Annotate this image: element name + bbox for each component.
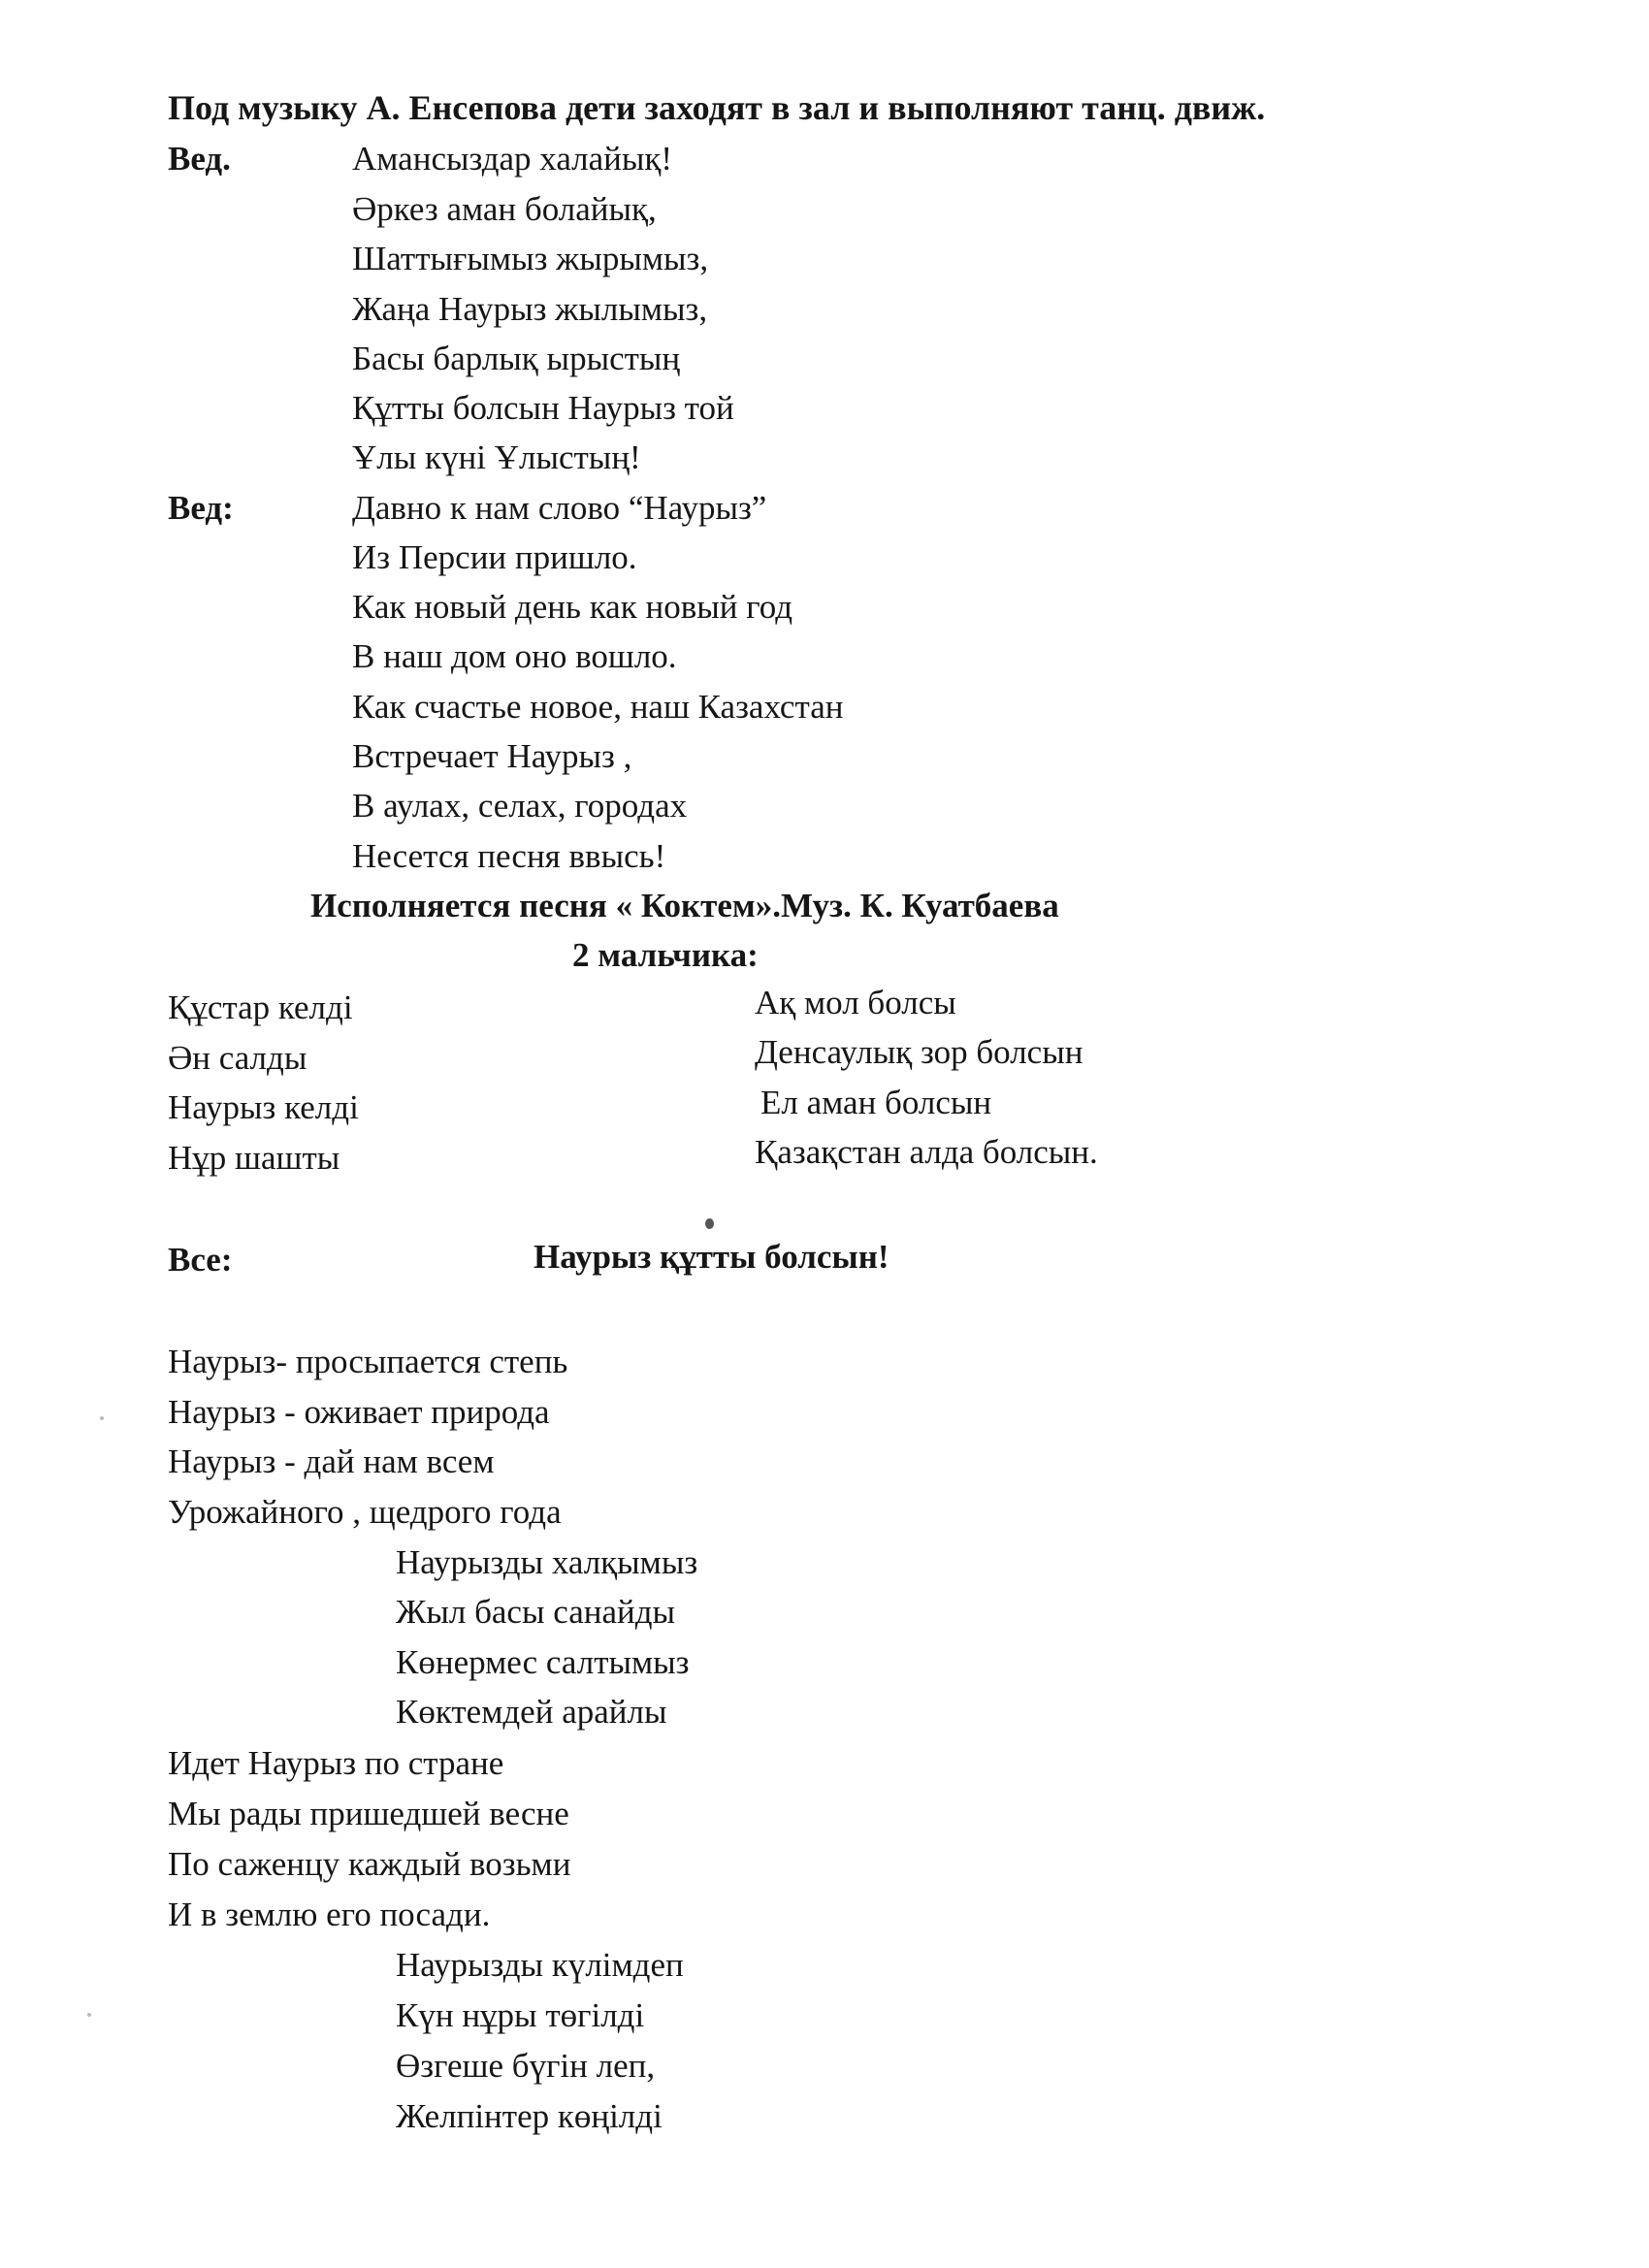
intro-stage-direction: Под музыку А. Енсепова дети заходят в зал и выполняют танц. движ. [168,88,1266,127]
boys-left-line: Ән салды [168,1039,307,1077]
verse-line: В аулах, селах, городах [352,787,688,825]
verse-line: Наурыз - дай нам всем [168,1442,495,1480]
verse-line: Амансыздар халайық! [352,140,673,178]
verse-line: Несется песня ввысь! [352,837,666,875]
verse-line: Желпінтер көңілді [396,2097,663,2135]
verse-line: Күн нұры төгілді [396,1996,645,2034]
speaker-label: Все: [168,1241,233,1279]
ink-spot [705,1218,714,1229]
verse-line: Әркез аман болайық, [352,190,657,228]
speaker-label: Вед: [168,489,234,527]
boys-header: 2 мальчика: [572,936,759,974]
boys-right-line: Қазақстан алда болсын. [755,1133,1098,1171]
boys-right-line: Ақ мол болсы [755,984,956,1021]
verse-line: Мы рады пришедшей весне [168,1795,569,1832]
verse-line: Наурыз - оживает природа [168,1393,550,1431]
boys-left-line: Наурыз келді [168,1088,359,1126]
verse-line: Наурызды халқымыз [396,1543,698,1581]
verse-line: Как новый день как новый год [352,588,793,626]
boys-right-line: Ел аман болсын [760,1084,992,1121]
scan-speck [87,2013,91,2017]
speaker-label: Вед. [168,140,231,178]
verse-line: Шаттығымыз жырымыз, [352,240,709,277]
verse-line: Урожайного , щедрого года [168,1493,562,1531]
verse-line: Өзгеше бүгін леп, [396,2047,656,2085]
verse-line: Құтты болсын Наурыз той [352,389,734,427]
verse-line: Көнермес салтымыз [396,1643,690,1681]
verse-line: И в землю его посади. [168,1895,491,1933]
verse-line: Ұлы күні Ұлыстың! [352,438,641,476]
verse-line: Как счастье новое, наш Казахстан [352,688,844,726]
verse-line: Жаңа Наурыз жылымыз, [352,290,708,328]
verse-line: Давно к нам слово “Наурыз” [352,489,767,527]
boys-right-line: Денсаулық зор болсын [755,1033,1083,1071]
verse-line: Жыл басы санайды [396,1593,676,1631]
all-line: Наурыз құтты болсын! [534,1238,889,1276]
boys-left-line: Нұр шашты [168,1139,340,1177]
boys-left-line: Құстар келді [168,988,353,1026]
verse-line: Идет Наурыз по стране [168,1744,504,1782]
verse-line: Наурызды күлімдеп [396,1946,684,1984]
scan-speck [100,1416,104,1420]
verse-line: Из Персии пришло. [352,538,637,576]
song-note: Исполняется песня « Коктем».Муз. К. Куатбаева [310,887,1059,924]
verse-line: Көктемдей арайлы [396,1693,667,1731]
verse-line: Басы барлық ырыстың [352,340,681,377]
verse-line: По саженцу каждый возьми [168,1845,571,1883]
verse-line: Наурыз- просыпается степь [168,1343,568,1380]
verse-line: Встречает Наурыз , [352,737,632,775]
verse-line: В наш дом оно вошло. [352,637,677,675]
